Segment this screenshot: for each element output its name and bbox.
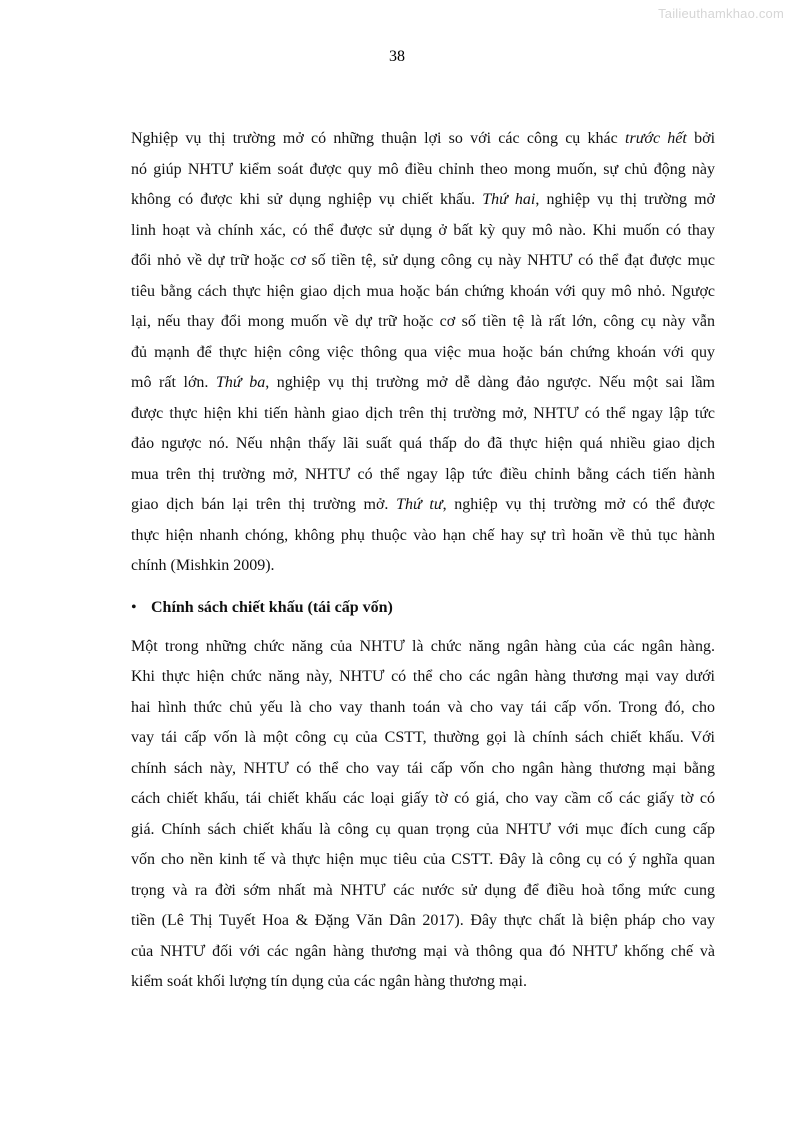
text-line: đủ mạnh để thực hiện công việc thông qua việc mua hoặc bán chứng khoán với quy [131, 343, 715, 361]
emphasis: Thứ tư [396, 496, 443, 513]
emphasis: Thứ ba [216, 374, 266, 391]
text-line: mô rất lớn. Thứ ba, nghiệp vụ thị trường mở dễ dàng đảo ngược. Nếu một sai lầm [131, 374, 715, 391]
text-line: trọng và ra đời sớm nhất mà NHTƯ các nước sử dụng để điều hoà tổng mức cung [131, 881, 715, 899]
page-number: 38 [389, 48, 405, 65]
text-line: giá. Chính sách chiết khấu là công cụ quan trọng của NHTƯ với mục đích cung cấp [131, 820, 715, 838]
emphasis: trước hết [625, 130, 687, 147]
text-line: của NHTƯ đối với các ngân hàng thương mại và thông qua đó NHTƯ khống chế và [131, 942, 715, 960]
text-line: chính (Mishkin 2009). [131, 557, 275, 574]
text-line: vay tái cấp vốn là một công cụ của CSTT, thường gọi là chính sách chiết khấu. Với [131, 729, 715, 746]
text-line: Khi thực hiện chức năng này, NHTƯ có thể cho các ngân hàng thương mại vay dưới [131, 668, 715, 685]
document-body [131, 124, 715, 998]
text-line: Nghiệp vụ thị trường mở có những thuận lợi so với các công cụ khác trước hết bởi [131, 130, 716, 147]
text-line: đổi nhỏ về dự trữ hoặc cơ số tiền tệ, sử dụng công cụ này NHTƯ có thể đạt được mục [131, 252, 715, 269]
section-heading [131, 586, 715, 630]
text-line: lại, nếu thay đổi mong muốn về dự trữ hoặc cơ số tiền tệ là rất lớn, công cụ này vẫn [131, 313, 715, 330]
text-line: kiểm soát khối lượng tín dụng của các ngân hàng thương mại. [131, 973, 527, 990]
bullet-icon: • [131, 598, 137, 616]
text-line: chính sách này, NHTƯ có thể cho vay tái cấp vốn cho ngân hàng thương mại bằng [131, 759, 715, 777]
emphasis: Thứ hai [482, 191, 536, 208]
text-line: tiêu bằng cách thực hiện giao dịch mua hoặc bán chứng khoán với quy mô nhỏ. Ngược [131, 282, 715, 300]
text-line: hai hình thức chủ yếu là cho vay thanh toán và cho vay tái cấp vốn. Trong đó, cho [131, 698, 715, 716]
text-line: Một trong những chức năng của NHTƯ là chức năng ngân hàng của các ngân hàng. [131, 637, 715, 655]
text-line: được thực hiện khi tiến hành giao dịch trên thị trường mở, NHTƯ có thể ngay lập tức [131, 404, 715, 422]
text-line: cách chiết khấu, tái chiết khấu các loại giấy tờ có giá, cho vay cầm cố các giấy tờ có [131, 790, 715, 807]
paragraph-discount-policy [131, 632, 715, 998]
text-line: nó giúp NHTƯ kiểm soát được quy mô điều chỉnh theo mong muốn, sự chủ động này [131, 160, 715, 178]
paragraph-open-market-advantages [131, 124, 715, 582]
text-line: mua trên thị trường mở, NHTƯ có thể ngay lập tức điều chỉnh bằng cách tiến hành [131, 465, 715, 483]
text-line: giao dịch bán lại trên thị trường mở. Thứ tư, nghiệp vụ thị trường mở có thể được [131, 496, 716, 513]
text-line: vốn cho nền kinh tế và thực hiện mục tiêu của CSTT. Đây là công cụ có ý nghĩa quan [131, 851, 715, 868]
text-line: linh hoạt và chính xác, có thể được sử dụng ở bất kỳ quy mô nào. Khi muốn có thay [131, 221, 715, 239]
text-line: tiền (Lê Thị Tuyết Hoa & Đặng Văn Dân 2017). Đây thực chất là biện pháp cho vay [131, 912, 715, 929]
text-line: thực hiện nhanh chóng, không phụ thuộc vào hạn chế hay sự trì hoãn về thủ tục hành [131, 526, 715, 544]
watermark: Tailieuthamkhao.com [658, 6, 784, 21]
section-heading-text: Chính sách chiết khấu (tái cấp vốn) [151, 598, 393, 616]
text-line: đảo ngược nó. Nếu nhận thấy lãi suất quá thấp do đã thực hiện quá nhiều giao dịch [131, 435, 715, 452]
text-line: không có được khi sử dụng nghiệp vụ chiết khấu. Thứ hai, nghiệp vụ thị trường mở [131, 191, 715, 208]
